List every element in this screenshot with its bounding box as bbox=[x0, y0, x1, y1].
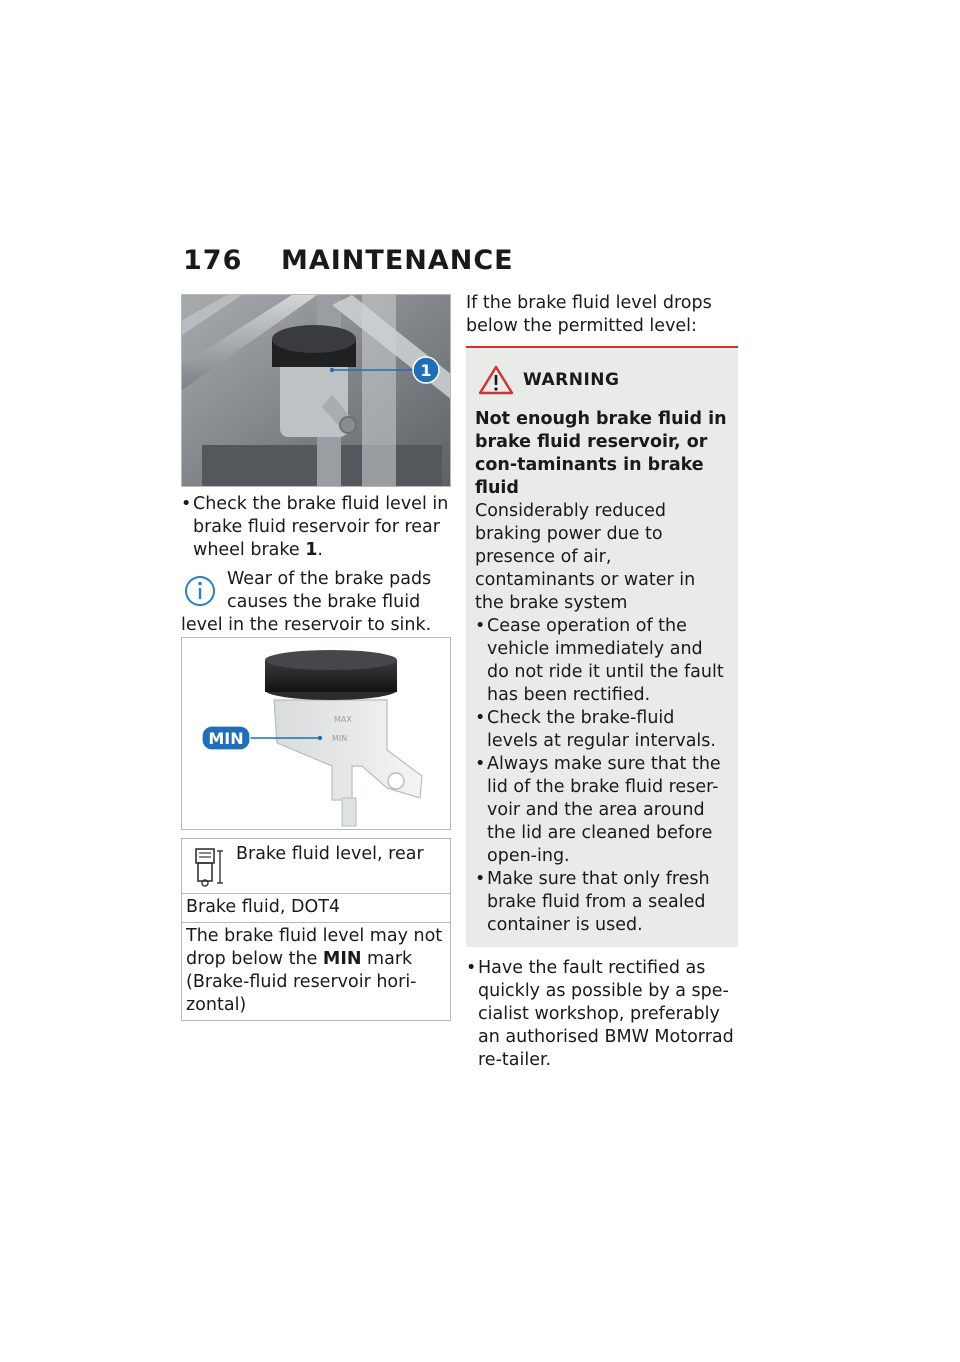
warning-title: Not enough brake fluid in brake fluid reservoir, or con-taminants in brake fluid bbox=[475, 409, 727, 498]
spec-desc-bold: MIN bbox=[322, 949, 362, 969]
note-line-2: causes the brake fluid bbox=[227, 592, 421, 612]
min-mark: MIN bbox=[332, 734, 348, 743]
spec-table bbox=[181, 838, 451, 1021]
step-bullet: • bbox=[181, 494, 192, 514]
warning-item-bullet: • bbox=[475, 754, 486, 774]
after-step-rectify bbox=[466, 957, 738, 1072]
step-list bbox=[181, 493, 451, 562]
step-check-level bbox=[181, 493, 451, 562]
reservoir-min-graphic bbox=[182, 638, 451, 830]
gauge-tool-icon bbox=[186, 843, 226, 889]
intro-text: If the brake fluid level drops below the permitted level: bbox=[466, 293, 712, 336]
page-header bbox=[183, 240, 514, 280]
callout-1-label: 1 bbox=[420, 361, 432, 380]
warning-box bbox=[466, 346, 738, 947]
after-step-text: Have the fault rectified as quickly as possible by a spe-cialist workshop, preferably an authorised BMW Motorrad re-tailer. bbox=[478, 958, 734, 1070]
spec-desc-row bbox=[182, 922, 450, 1020]
min-callout-label: MIN bbox=[208, 729, 244, 748]
spec-desc-before: The brake fluid level may not drop below the bbox=[186, 926, 443, 969]
brake-reservoir-photo bbox=[181, 294, 451, 487]
warning-item-text: Check the brake-fluid levels at regular intervals. bbox=[487, 708, 716, 751]
warning-item-text: Cease operation of the vehicle immediately and do not ride it until the fault has been rectified. bbox=[487, 616, 724, 705]
spec-title-row bbox=[182, 839, 450, 893]
max-mark: MAX bbox=[334, 715, 352, 724]
spec-desc-after: mark (Brake-fluid reservoir hori-zontal) bbox=[186, 949, 417, 1015]
info-note bbox=[181, 568, 451, 637]
spec-fluid-row: Brake fluid, DOT4 bbox=[182, 893, 450, 922]
warning-item-bullet: • bbox=[475, 616, 486, 636]
warning-item bbox=[475, 868, 729, 937]
step-ref: 1 bbox=[305, 540, 318, 560]
step-end: . bbox=[317, 540, 323, 560]
section-title: MAINTENANCE bbox=[281, 244, 514, 276]
reservoir-min-diagram bbox=[181, 637, 451, 830]
warning-item-text: Make sure that only fresh brake fluid from a sealed container is used. bbox=[487, 869, 710, 935]
spec-title: Brake fluid level, rear bbox=[236, 844, 424, 864]
page-number: 176 bbox=[183, 244, 243, 276]
warning-text: Considerably reduced braking power due to presence of air, contaminants or water in the brake system bbox=[475, 501, 696, 613]
warning-label: WARNING bbox=[523, 370, 620, 390]
after-step-bullet: • bbox=[466, 958, 477, 978]
left-column bbox=[181, 294, 451, 1015]
warning-item bbox=[475, 707, 729, 753]
right-column bbox=[466, 290, 738, 1072]
info-icon bbox=[183, 574, 217, 608]
step-text: Check the brake fluid level in brake fluid reservoir for rear wheel brake bbox=[193, 494, 449, 560]
note-line-3: level in the reservoir to sink. bbox=[181, 615, 432, 635]
warning-item bbox=[475, 753, 729, 868]
warning-item-text: Always make sure that the lid of the brake fluid reser-voir and the area around the lid are cleaned before open-ing. bbox=[487, 754, 721, 866]
warning-item bbox=[475, 615, 729, 707]
after-step-list bbox=[466, 957, 738, 1072]
brake-reservoir-photo-graphic bbox=[182, 295, 451, 487]
warning-triangle-icon bbox=[477, 364, 515, 396]
note-line-1: Wear of the brake pads bbox=[227, 569, 432, 589]
warning-item-bullet: • bbox=[475, 708, 486, 728]
warning-header bbox=[475, 358, 729, 402]
warning-item-bullet: • bbox=[475, 869, 486, 889]
warning-list bbox=[475, 615, 729, 937]
